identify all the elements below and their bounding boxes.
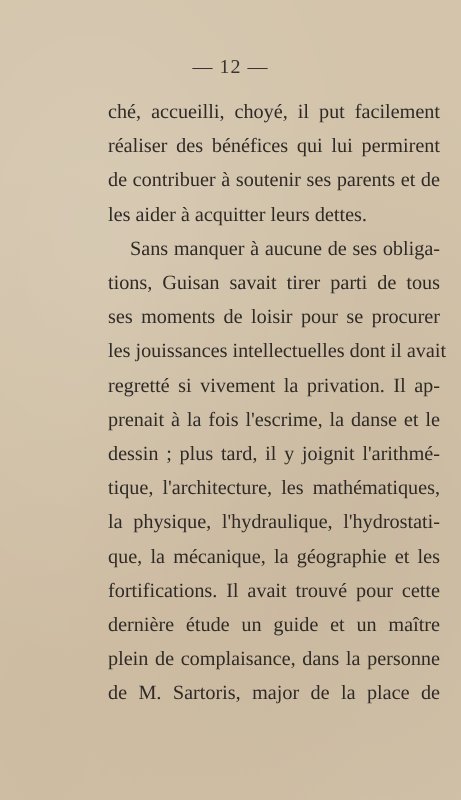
text-line: de M. Sartoris, major de la place de — [108, 682, 440, 705]
text-line: tions, Guisan savait tirer parti de tous — [108, 272, 440, 295]
text-line: prenait à la fois l'escrime, la danse et le — [108, 408, 440, 431]
text-line: fortifications. Il avait trouvé pour cette — [108, 579, 440, 602]
text-line: dessin ; plus tard, il y joignit l'arithmé- — [108, 443, 440, 466]
text-line: regretté si vivement la privation. Il ap- — [108, 374, 440, 397]
body-text — [108, 95, 447, 711]
text-line: ché, accueilli, choyé, il put facilement — [108, 101, 440, 123]
text-line: réaliser des bénéfices qui lui permirent — [108, 135, 440, 158]
page-number: — 12 — — [192, 56, 269, 78]
text-line: dernière étude un guide et un maître — [108, 614, 440, 637]
text-line: plein de complaisance, dans la personne — [108, 648, 440, 671]
text-line: les aider à acquitter leurs dettes. — [108, 203, 367, 226]
text-line: de contribuer à soutenir ses parents et de — [108, 169, 440, 192]
text-line: les jouissances intellectuelles dont il avait — [108, 340, 447, 363]
text-line: que, la mécanique, la géographie et les — [108, 545, 440, 568]
paragraph-first-line: Sans manquer à aucune de ses obliga- — [130, 237, 440, 260]
text-line: ses moments de loisir pour se procurer — [108, 306, 440, 329]
text-line: tique, l'architecture, les mathématiques, — [108, 477, 440, 500]
text-line: la physique, l'hydraulique, l'hydrostati- — [108, 511, 440, 534]
